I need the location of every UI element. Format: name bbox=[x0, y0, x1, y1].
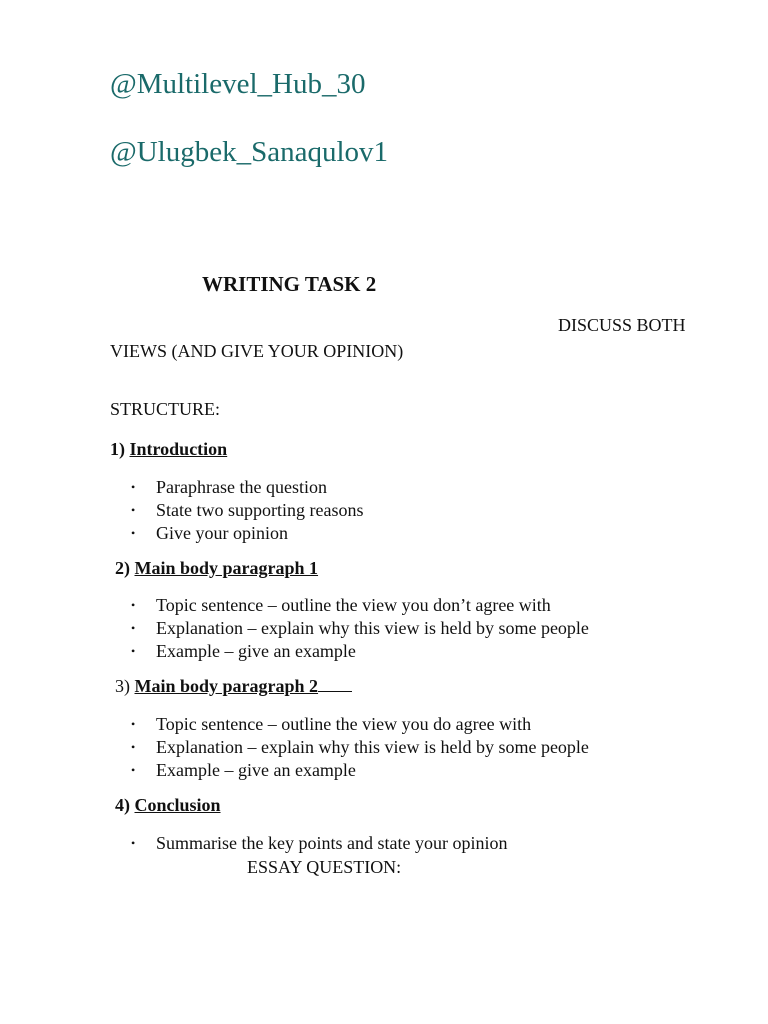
list-item: • Explanation – explain why this view is held by some people bbox=[110, 617, 589, 640]
section-number: 1) bbox=[110, 439, 125, 459]
body-2-bullet-list bbox=[110, 713, 589, 782]
underline-filler bbox=[318, 690, 352, 692]
list-item: • Explanation – explain why this view is held by some people bbox=[110, 736, 589, 759]
section-body-2-heading bbox=[115, 676, 352, 697]
section-number: 4) bbox=[115, 795, 130, 815]
essay-question-label: ESSAY QUESTION: bbox=[247, 857, 402, 877]
task-type-line-1: DISCUSS BOTH bbox=[558, 315, 686, 335]
section-title: Main body paragraph 2 bbox=[134, 676, 319, 696]
channel-handle-2: @Ulugbek_Sanaqulov1 bbox=[110, 136, 389, 168]
section-title: Conclusion bbox=[134, 795, 221, 815]
body-1-bullet-list bbox=[110, 594, 589, 663]
section-number: 2) bbox=[115, 558, 130, 578]
section-number: 3) bbox=[115, 676, 130, 696]
conclusion-bullet-list bbox=[110, 832, 507, 855]
list-item: • Give your opinion bbox=[110, 522, 363, 545]
task-type-line-2: VIEWS (AND GIVE YOUR OPINION) bbox=[110, 341, 404, 361]
list-item: • Summarise the key points and state your opinion bbox=[110, 832, 507, 855]
channel-handle-1: @Multilevel_Hub_30 bbox=[110, 68, 366, 100]
section-title: Introduction bbox=[129, 439, 228, 459]
list-item: • Example – give an example bbox=[110, 759, 589, 782]
list-item: • Paraphrase the question bbox=[110, 476, 363, 499]
section-body-1-heading bbox=[115, 558, 318, 579]
section-title: Main body paragraph 1 bbox=[134, 558, 319, 578]
list-item: • Topic sentence – outline the view you don’t agree with bbox=[110, 594, 589, 617]
page-title: WRITING TASK 2 bbox=[202, 272, 377, 296]
list-item: • State two supporting reasons bbox=[110, 499, 363, 522]
list-item: • Topic sentence – outline the view you do agree with bbox=[110, 713, 589, 736]
structure-label: STRUCTURE: bbox=[110, 399, 221, 419]
list-item: • Example – give an example bbox=[110, 640, 589, 663]
section-introduction-heading bbox=[110, 439, 227, 460]
section-conclusion-heading bbox=[115, 795, 221, 816]
introduction-bullet-list bbox=[110, 476, 363, 545]
